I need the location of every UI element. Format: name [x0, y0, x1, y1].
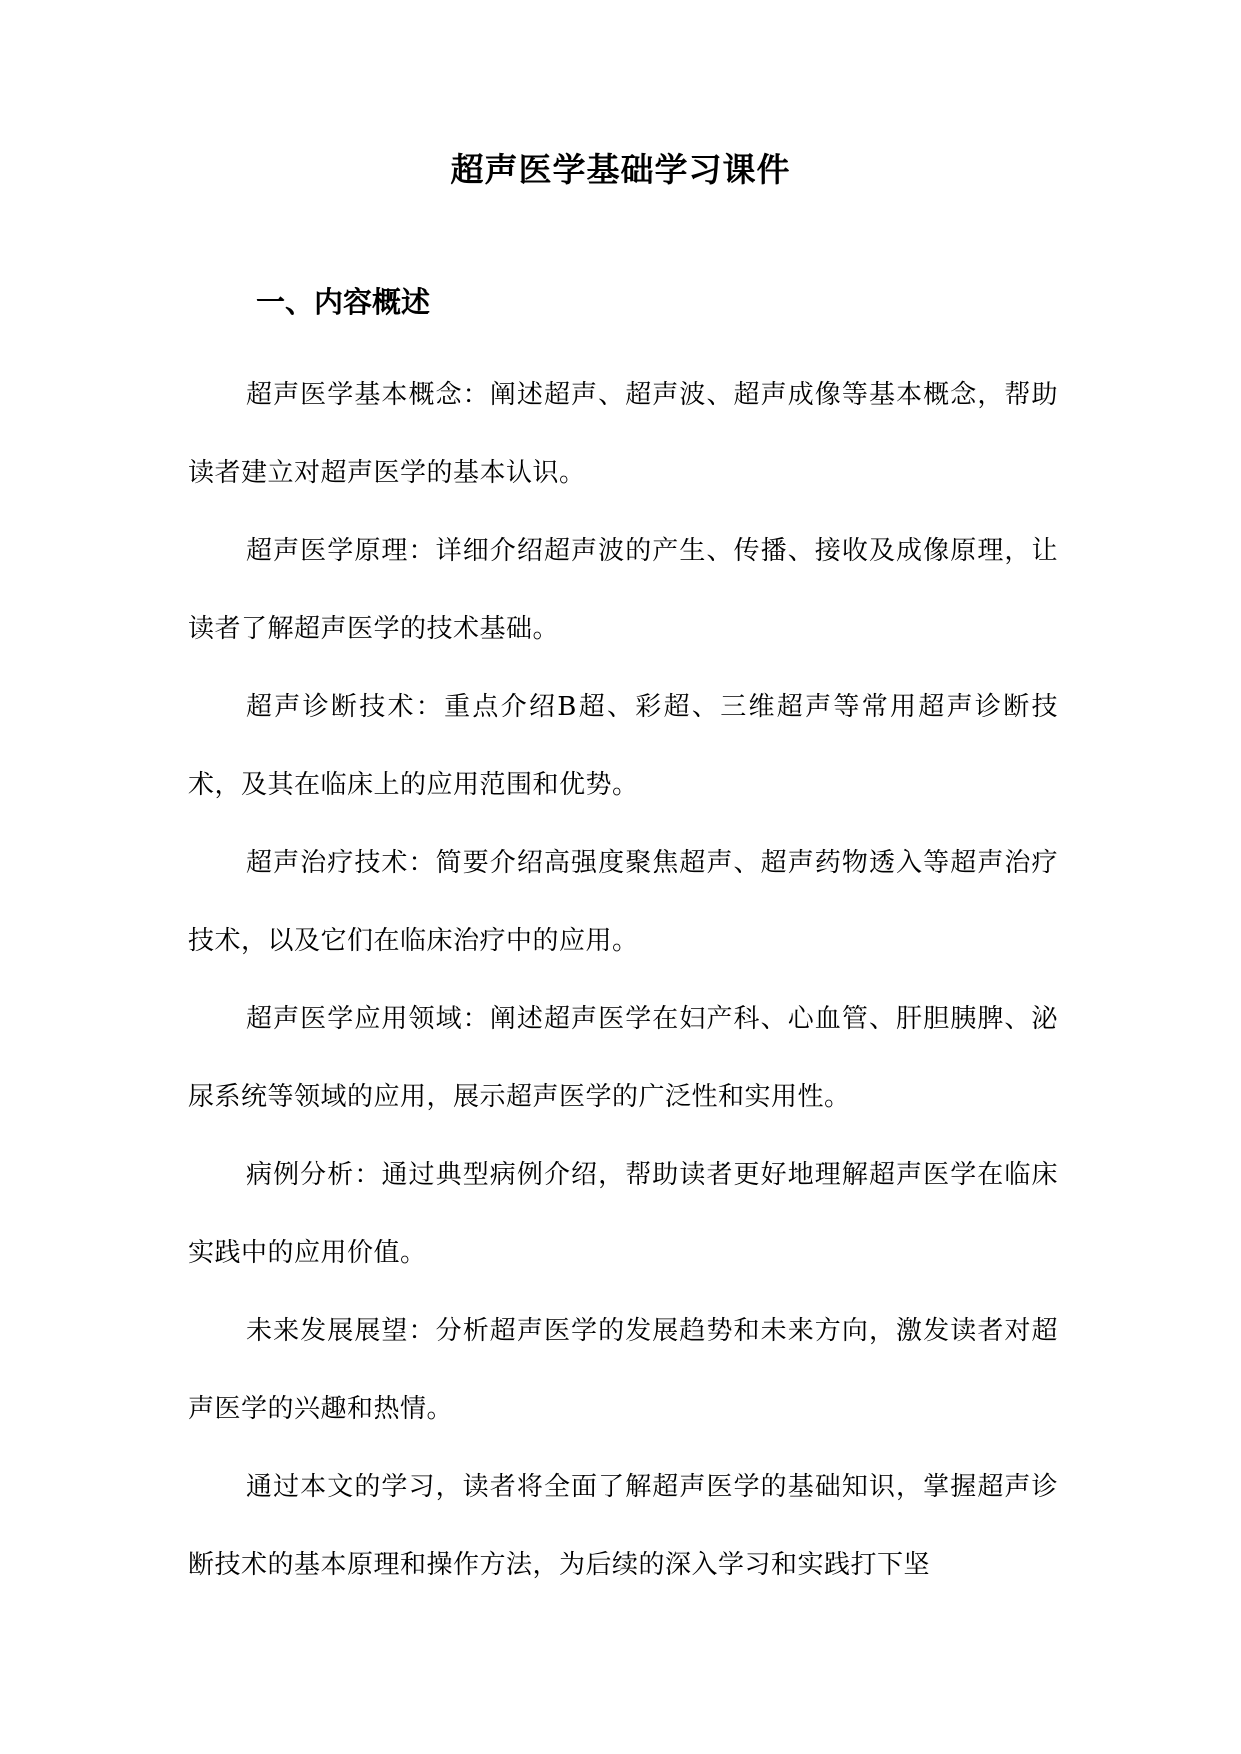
- paragraph-lead: 超声医学应用领域：: [246, 1004, 490, 1034]
- paragraph-text: 简要介绍高强度聚焦超声、超声药物透入等超声治疗技术，以及它们在临床治疗中的应用。: [188, 848, 1058, 956]
- paragraph-text: 分析超声医学的发展趋势和未来方向，激发读者对超声医学的兴趣和热情。: [188, 1316, 1058, 1424]
- paragraph-text: 通过典型病例介绍，帮助读者更好地理解超声医学在临床实践中的应用价值。: [188, 1160, 1058, 1268]
- paragraph-text: 重点介绍B超、彩超、三维超声等常用超声诊断技术，及其在临床上的应用范围和优势。: [188, 692, 1058, 800]
- paragraph-summary: [188, 1448, 1058, 1604]
- paragraph-text: 阐述超声医学在妇产科、心血管、肝胆胰脾、泌尿系统等领域的应用，展示超声医学的广泛性和实用性。: [188, 1004, 1058, 1112]
- paragraph-principles: [188, 512, 1058, 668]
- paragraph-text: 阐述超声、超声波、超声成像等基本概念，帮助读者建立对超声医学的基本认识。: [188, 380, 1058, 488]
- paragraph-lead: 超声医学基本概念：: [246, 380, 490, 410]
- paragraph-basic-concepts: [188, 356, 1058, 512]
- paragraph-text: 详细介绍超声波的产生、传播、接收及成像原理，让读者了解超声医学的技术基础。: [188, 536, 1058, 644]
- paragraph-diagnostic-tech: [188, 668, 1058, 824]
- paragraph-lead: 超声诊断技术：: [246, 692, 445, 722]
- paragraph-application-fields: [188, 980, 1058, 1136]
- paragraph-case-analysis: [188, 1136, 1058, 1292]
- paragraph-text: 通过本文的学习，读者将全面了解超声医学的基础知识，掌握超声诊断技术的基本原理和操作方法，为后续的深入学习和实践打下坚: [188, 1472, 1058, 1580]
- paragraph-therapy-tech: [188, 824, 1058, 980]
- paragraph-lead: 超声医学原理：: [246, 536, 436, 566]
- paragraph-lead: 超声治疗技术：: [246, 848, 436, 878]
- paragraph-lead: 病例分析：: [246, 1160, 382, 1190]
- paragraph-lead: 未来发展展望：: [246, 1316, 436, 1346]
- document-title: 超声医学基础学习课件: [450, 150, 791, 189]
- section-body: [188, 356, 1058, 1604]
- section-heading: 一、内容概述: [256, 285, 431, 319]
- paragraph-future-outlook: [188, 1292, 1058, 1448]
